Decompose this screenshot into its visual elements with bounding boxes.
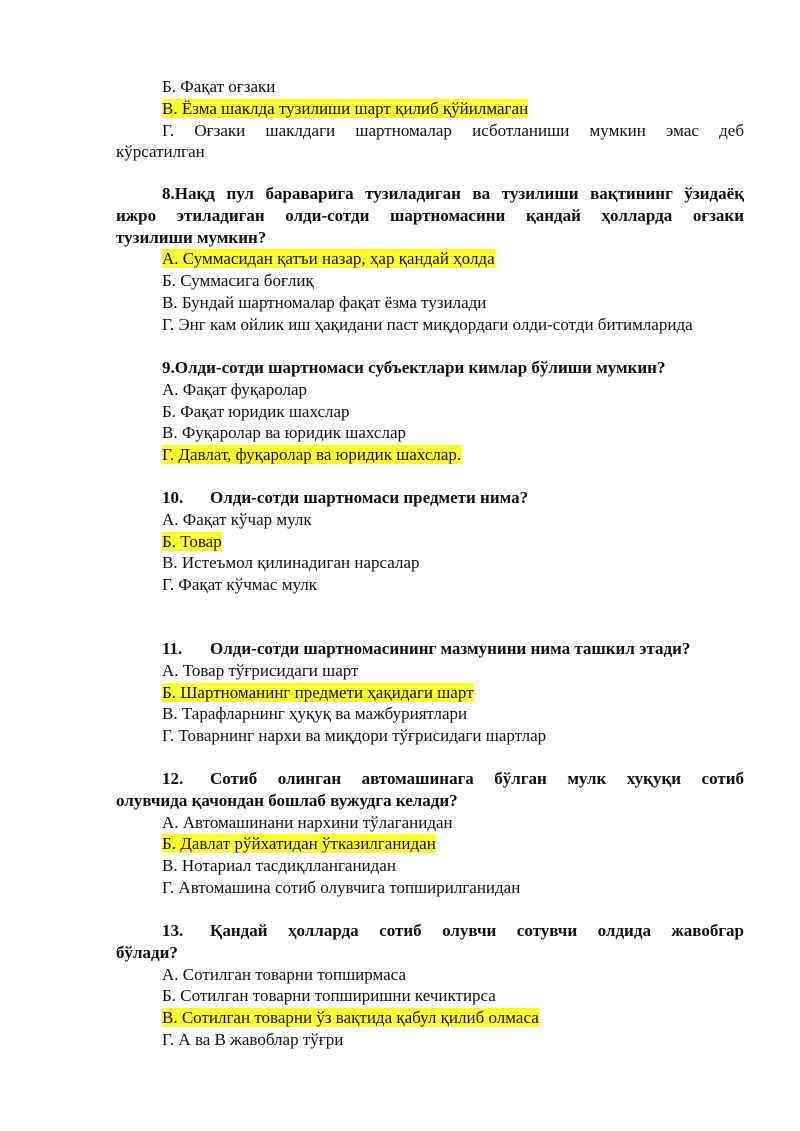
- option-b: Б. Фақат оғзаки: [162, 77, 276, 96]
- question-8-option-b: Б. Суммасига боғлиқ: [162, 271, 314, 291]
- question-12-text-line-2: олувчида қачондан бошлаб вужудга келади?: [116, 790, 458, 810]
- question-10-option-b: [116, 531, 744, 553]
- question-11-text: 11. Олди-сотди шартномасининг мазмунини нима ташкил этади?: [162, 639, 691, 658]
- question-9-option-v: В. Фуқаролар ва юридик шахслар: [162, 423, 407, 443]
- highlighted-answer: Б. Товар: [162, 531, 222, 551]
- question-8-text-line-2: ижро этиладиган олди-сотди шартномасини қандай ҳолларда оғзаки: [116, 205, 744, 225]
- question-10: [116, 487, 744, 596]
- question-12: [116, 768, 744, 899]
- highlighted-answer: Г. Давлат, фуқаролар ва юридик шахслар.: [162, 445, 462, 465]
- question-12-option-a: А. Автомашинани нархини тўлаганидан: [162, 812, 453, 832]
- question-12-text-line-1: 12. Сотиб олинган автомашинага бўлган мулк хуқуқи сотиб: [162, 769, 744, 788]
- previous-question-options: [116, 76, 744, 163]
- question-11: [116, 638, 744, 747]
- question-8-text-line-1: 8.Нақд пул бараварига тузиладиган ва тузилиши вақтининг ўзидаёқ: [162, 184, 744, 203]
- question-9-text: 9.Олди-сотди шартномаси субъектлари кимлар бўлиши мумкин?: [162, 358, 666, 377]
- question-11-option-v: В. Тарафларнинг ҳуқуқ ва мажбуриятлари: [162, 704, 468, 724]
- question-13-option-v: [116, 1007, 744, 1029]
- question-13-text-line-2: бўлади?: [116, 942, 178, 962]
- question-11-option-g: Г. Товарнинг нархи ва миқдори тўғрисидаги шартлар: [162, 726, 547, 746]
- question-11-option-b: [116, 682, 744, 704]
- question-13-option-g: Г. А ва В жавоблар тўғри: [162, 1029, 344, 1049]
- question-13-option-a: А. Сотилган товарни топширмаса: [162, 964, 406, 984]
- highlighted-answer: А. Суммасидан қатъи назар, ҳар қандай ҳолда: [162, 249, 495, 269]
- question-8-option-g: Г. Энг кам ойлик иш ҳақидани паст миқдордаги олди-сотди битимларида: [162, 314, 693, 334]
- question-13: [116, 920, 744, 1051]
- question-10-option-g: Г. Фақат кўчмас мулк: [162, 575, 317, 595]
- question-12-option-g: Г. Автомашина сотиб олувчига топширилганидан: [162, 877, 521, 897]
- question-11-option-a: А. Товар тўғрисидаги шарт: [162, 660, 359, 680]
- question-10-option-a: А. Фақат кўчар мулк: [162, 509, 312, 529]
- question-10-option-v: В. Истеъмол қилинадиган нарсалар: [162, 553, 420, 573]
- question-13-option-b: Б. Сотилган товарни топширишни кечиктирса: [162, 986, 496, 1006]
- question-9: [116, 357, 744, 466]
- option-v: [116, 98, 744, 120]
- question-9-option-a: А. Фақат фуқаролар: [162, 379, 307, 399]
- highlighted-answer: В. Ёзма шаклда тузилиши шарт қилиб қўйилмаган: [162, 98, 529, 118]
- question-12-option-v: В. Нотариал тасдиқлланганидан: [162, 856, 396, 876]
- question-10-text: 10. Олди-сотди шартномаси предмети нима?: [162, 488, 529, 507]
- question-8-option-v: В. Бундай шартномалар фақат ёзма тузилади: [162, 292, 487, 312]
- question-8: [116, 183, 744, 336]
- question-8-option-a: [116, 248, 744, 270]
- question-13-text-line-1: 13. Қандай ҳолларда сотиб олувчи сотувчи олдида жавобгар: [162, 921, 744, 940]
- highlighted-answer: Б. Шартноманинг предмети ҳақидаги шарт: [162, 682, 474, 702]
- highlighted-answer: Б. Давлат рўйхатидан ўтказилганидан: [162, 834, 436, 854]
- question-9-option-b: Б. Фақат юридик шахслар: [162, 401, 350, 421]
- question-8-text-line-3: тузилиши мумкин?: [116, 227, 267, 247]
- highlighted-answer: В. Сотилган товарни ўз вақтида қабул қилиб олмаса: [162, 1008, 539, 1028]
- question-12-option-b: [116, 833, 744, 855]
- option-g-line-1: Г. Оғзаки шаклдаги шартномалар исботланиши мумкин эмас деб: [162, 120, 744, 140]
- question-9-option-g: [116, 444, 744, 466]
- option-g-line-2: кўрсатилган: [116, 142, 205, 162]
